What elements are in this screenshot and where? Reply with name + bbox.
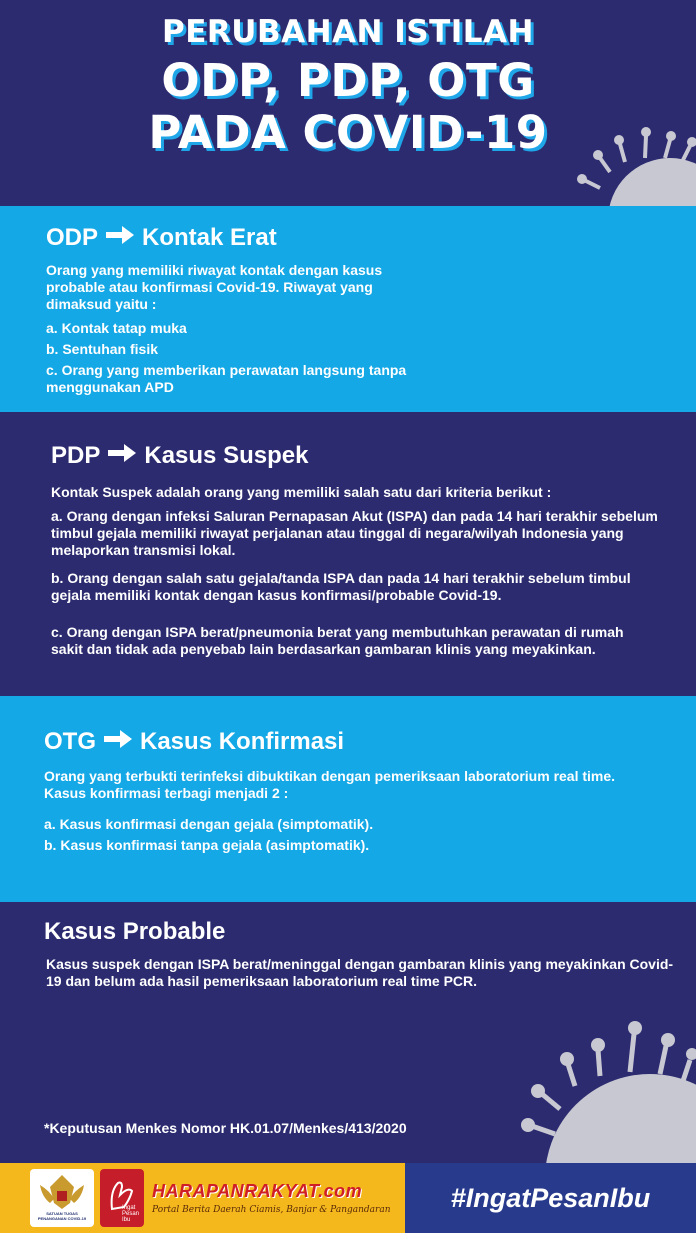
list-item: b. Kasus konfirmasi tanpa gejala (asimptomatik). — [44, 837, 370, 853]
ingat-pesan-ibu-text: Ingat Pesan Ibu — [122, 1205, 140, 1223]
header — [0, 0, 696, 206]
brand-name: HARAPANRAKYAT.com — [152, 1181, 363, 1201]
brand-tagline: Portal Berita Daerah Ciamis, Banjar & Pangandaran — [152, 1205, 391, 1215]
old-term: ODP — [46, 224, 99, 251]
section-otg — [0, 696, 696, 902]
section-probable — [0, 902, 696, 1163]
section-description: Orang yang memiliki riwayat kontak dengan kasus probable atau konfirmasi Covid-19. Riwayat yang dimaksud yaitu : — [46, 262, 383, 312]
new-term: Kasus Konfirmasi — [140, 728, 345, 755]
list-item: b. Sentuhan fisik — [46, 341, 159, 357]
right-arrow-icon — [102, 728, 134, 756]
section-title: Kasus Probable — [44, 918, 226, 945]
list-item: a. Orang dengan infeksi Saluran Pernapasan Akut (ISPA) dan pada 14 hari terakhir sebelum timbul gejala memiliki riwayat perjalanan atau tinggal di negara/wilyah Indonesia yang melaporkan transmisi lokal. — [51, 508, 658, 558]
section-title — [51, 442, 308, 470]
satgas-logo — [30, 1169, 94, 1227]
footer-left — [0, 1163, 405, 1233]
virus-icon — [570, 120, 696, 210]
reference-note: *Keputusan Menkes Nomor HK.01.07/Menkes/413/2020 — [44, 1120, 407, 1136]
new-term: Kasus Suspek — [144, 442, 309, 469]
right-arrow-icon — [106, 442, 138, 470]
old-term: PDP — [51, 442, 101, 469]
section-description: Kontak Suspek adalah orang yang memiliki salah satu dari kriteria berikut : — [51, 484, 552, 500]
list-item: c. Orang dengan ISPA berat/pneumonia berat yang membutuhkan perawatan di rumah sakit dan tidak ada penyebab lain berdasarkan gambaran klinis yang meyakinkan. — [51, 624, 624, 657]
ingat-pesan-ibu-logo — [100, 1169, 144, 1227]
virus-icon — [500, 1014, 696, 1163]
new-term: Kontak Erat — [142, 224, 277, 251]
footer — [0, 1163, 696, 1233]
title-line-3: PADA COVID-19 — [148, 106, 548, 159]
right-arrow-icon — [104, 224, 136, 252]
section-description: Orang yang terbukti terinfeksi dibuktikan dengan pemeriksaan laboratorium real time. Kasus konfirmasi terbagi menjadi 2 : — [44, 768, 616, 801]
section-odp — [0, 206, 696, 412]
list-item: a. Kasus konfirmasi dengan gejala (simptomatik). — [44, 816, 374, 832]
section-title — [44, 728, 344, 756]
list-item: a. Kontak tatap muka — [46, 320, 187, 336]
section-description: Kasus suspek dengan ISPA berat/meninggal dengan gambaran klinis yang meyakinkan Covid-19 dan belum ada hasil pemeriksaan laboratorium real time PCR. — [46, 956, 674, 989]
section-title — [46, 224, 277, 252]
title-line-1: PERUBAHAN ISTILAH — [162, 14, 534, 50]
list-item: b. Orang dengan salah satu gejala/tanda ISPA dan pada 14 hari terakhir sebelum timbul gejala memiliki kontak dengan kasus konfirmasi/probable Covid-19. — [51, 570, 631, 603]
hashtag: #IngatPesanIbu — [450, 1183, 651, 1213]
list-item: c. Orang yang memberikan perawatan langsung tanpa menggunakan APD — [46, 362, 407, 395]
satgas-logo-text: SATUAN TUGAS PENANGANAN COVID-19 — [37, 1211, 87, 1221]
old-term: OTG — [44, 728, 96, 755]
section-pdp — [0, 412, 696, 696]
title-line-2: ODP, PDP, OTG — [161, 54, 535, 107]
